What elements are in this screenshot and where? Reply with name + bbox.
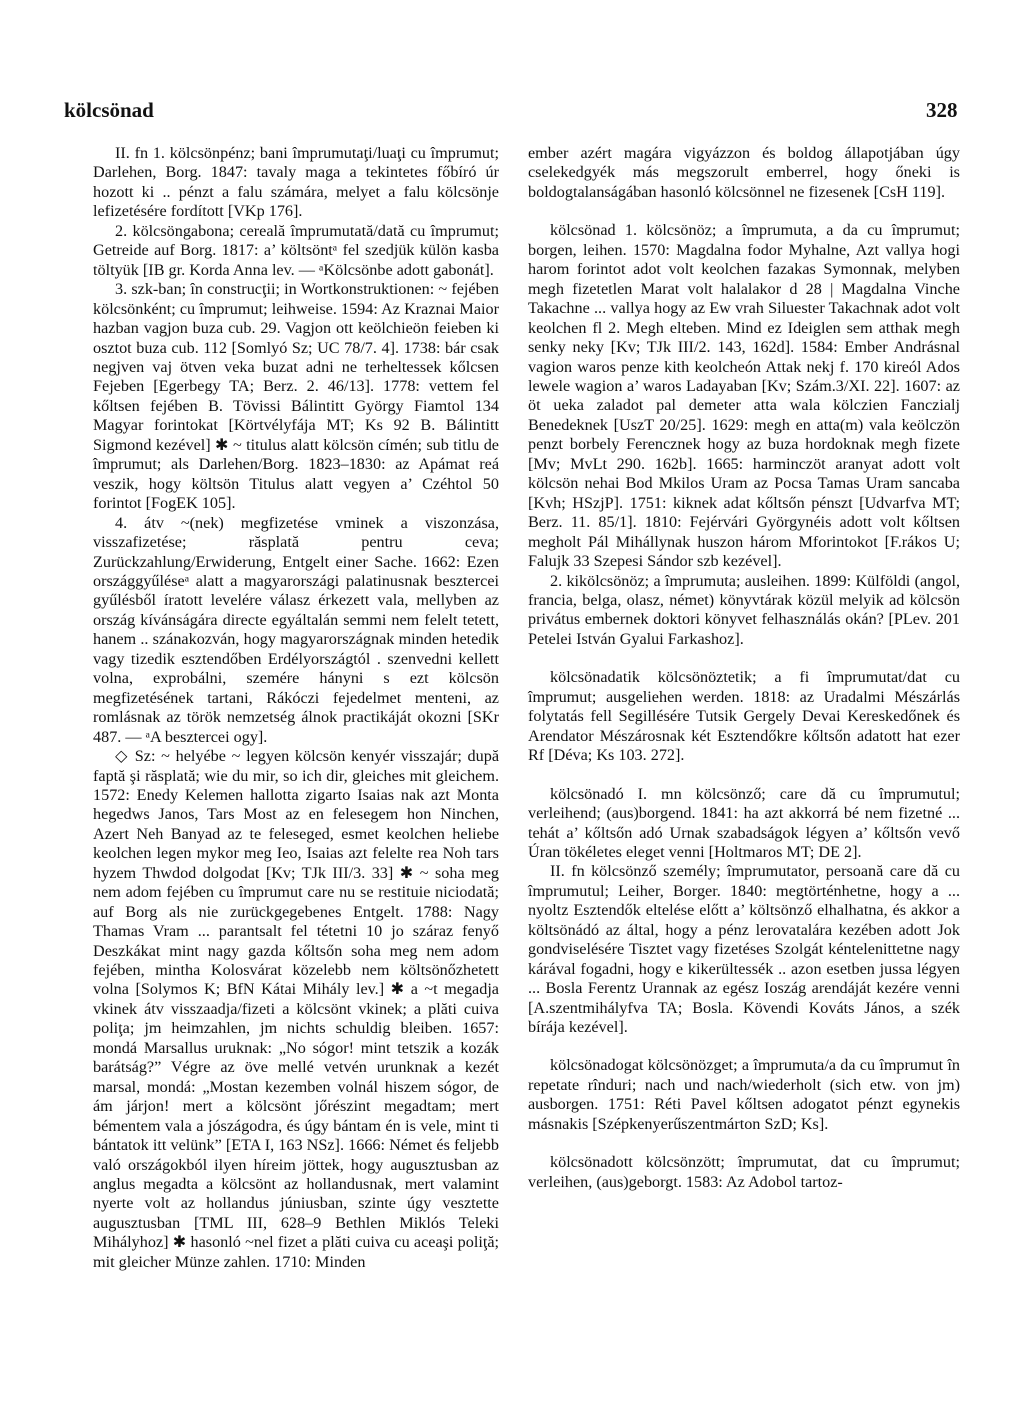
right-column — [528, 144, 960, 1192]
sense-paragraph: II. fn 1. kölcsönpénz; bani împrumutaţi/luaţi cu împrumut; Darlehen, Borg. 1847: tavaly maga a tekintetes főbíró úr hozott ki .. pénzt a falu számára, melyet a falu kölcsönje lefizetésére fordított [VKp 176]. — [93, 144, 499, 221]
entry-paragraph: kölcsönadatik kölcsönöztetik; a fi împrumutat/dat cu împrumut; ausgeliehen werden. 1818: az Uradalmi Mészárlás folytatás fell Segillésére Tutsik Gergely Devai Kereskedőnek és Arendator Mészárosnak két Esztendőkre kőltsőn adatott hat ezer Rf [Déva; Ks 103. 272]. — [528, 668, 960, 765]
sense-paragraph: 2. kölcsöngabona; cereală împrumutată/dată cu împrumut; Getreide auf Borg. 1817: a’ költsöntᵃ fel szedjük külön kasba töltyük [IB gr. Korda Anna lev. — ᵃKölcsönbe adott gabonát]. — [93, 221, 499, 279]
entry-paragraph: kölcsönadott kölcsönzött; împrumutat, dat cu împrumut; verleihen, (aus)geborgt. 1583: Az Adobol tartoz- — [528, 1153, 960, 1191]
running-head-word: kölcsönad — [64, 98, 154, 122]
sense-paragraph: ◇ Sz: ~ helyébe ~ legyen kölcsön kenyér visszajár; după faptă şi răsplată; wie du mir, so ich dir, gleiches mit gleichem. 1572: Enedy Kelemen hallotta zigarto Isaias nak azt Monta hegedws Janos, Tars Most az en felesegem hon Ninchen, Azert Neh Banyad az te feleseged, esmet keolchen heliebe keolchen legen mykor meg Ieo, Isaias azt felelte rea Noh tars hyzem Thwdod dolgodat [Kv; TJk III/3. 33] ✱ ~ soha meg nem adom fejében cu împrumut care nu se restituie niciodată; auf Borg als nie zurückgegebenes Entgelt. 1788: Nagy Thamas Vram ... parantsalt fel tétetni 10 jo száraz fenyő Deszkákat mint nagy gazda kőltsőn soha meg nem adom fejében, mintha Kolosvárat közelebb nem költsönőzhetett volna [Solymos K; BfN Kátai Mihály lev.] ✱ a ~t megadja vkinek átv visszaadja/fizeti a kölcsönt vkinek; a plăti cuiva poliţa; jm heimzahlen, jm nichts schuldig bleiben. 1657: mondá Marsallus uruknak: „No sógor! mint tetszik a kozák barátság?” Végre az öve mellé vetvén urunknak a kezét marsal, mondá: „Mostan kezemben volnál hiszem sógor, de ám járjon! mert a kölcsönt jőrészint megadtam; mert bémentem vala a jószágodra, és úgy bántam én is vele, mint ti bántatok itt velünk” [ETA I, 163 NSz]. 1666: Német és feljebb való országokból ilyen híreim jöttek, hogy augusztusban az anglus megadta a kölcsönt az hollandusnak, mert valamint nyerte volt az hollandus júniusban, szinte úgy vesztette augusztusban [TML III, 628–9 Bethlen Miklós Teleki Mihályhoz] ✱ hasonló ~nel fizet a plăti cuiva cu aceaşi poliţă; mit gleicher Münze zahlen. 1710: Minden — [93, 747, 499, 1271]
entry-paragraph: kölcsönadogat kölcsönözget; a împrumuta/a da cu împrumut în repetate rînduri; nach und nach/wiederholt (sich etw. von jm) ausborgen. 1751: Réti Pavel kőltsen adogatot pénzt egynekis másnakis [Szépkenyerűszentmárton SzD; Ks]. — [528, 1056, 960, 1133]
entry-paragraph: kölcsönadó I. mn kölcsönző; care dă cu împrumutul; verleihend; (aus)borgend. 1841: ha azt akkorrá bé nem fizetné ... tehát a’ kőltsőn adó Urnak szabadságok légyen a’ kőltsőn vevő Úran tökéletes eleget venni [Holtmaros MT; DE 2]. — [528, 784, 960, 861]
sense-paragraph: ember azért magára vigyázzon és boldog állapotjában úgy cselekedgyék más megszorult emberrel, hogy őneki is boldogtalanságában hasonló kölcsönnel ne fizesenek [CsH 119]. — [528, 144, 960, 201]
entry-paragraph: kölcsönad 1. kölcsönöz; a împrumuta, a da cu împrumut; borgen, leihen. 1570: Magdalna fodor Myhalne, Azt vallya hogi harom forintot adot volt keolchen fazakas Symonnak, melyben megh fizetetlen Marat volt halalakor d 28 | Magdalna Vinche Takachne ... vallya hogy az Ew vrah Siluester Takachnak adot volt keolchen fl 2. Megh elteben. Mind ez Ideiglen sem atthak megh senky neky [Kv; TJk III/2. 143, 162d]. 1584: Ember Andrásnal vagion waros penze kith keolcheón Attak nekj f. 170 kireól Ados lewele wagion a’ waros Ladayaban [Kv; Szám.3/XI. 22]. 1607: az öt ueka zaladot pal demeter atta wala kölczien Fanczialj Benedeknek [UszT 20/25]. 1629: megh en atta(m) vala keölczön penzt borbely Ferencznek hogy az buza hordoknak megh fizete [Mv; MvLt 290. 162b]. 1665: harminczöt aranyat adott volt kölcsön nehai Bod Mkilos Uram az Pocsa Tamas Uram sancaba [Kvh; HSzjP]. 1751: kiknek adat kőltsőn pénszt [Udvarfva MT; Berz. 11. 85/1]. 1810: Fejérvári Györgynéis adott volt kőltsen megholt Pál Mihállynak huszon három Mforintokot [F.rákos U; Falujk 33 Szepesi Sándor szb kezével]. — [528, 221, 960, 571]
left-column — [93, 144, 499, 1272]
page-number: 328 — [926, 98, 958, 122]
sense-paragraph: 3. szk-ban; în construcţii; in Wortkonstruktionen: ~ fejében kölcsönként; cu împrumut; leihweise. 1594: Az Kraznai Maior hazban vagjon buza cub. 29. Vagjon ott keölchieön feieben ki osztot buza cub. 112 [Somlyó Sz; UC 78/7. 4]. 1738: bár csak negjven vaj ötven veka buzat adni ne terheltessek kőlcsen Fejeben [Egerbegy TA; Berz. 2. 46/13]. 1778: vettem fel kőltsen fejében B. Tövissi Bálintitt György Fiamtol 134 Magyar forintokat [Körtvélyfája MT; Ks 92 B. Bálintitt Sigmond kezével] ✱ ~ titulus alatt kölcsön címén; sub titlu de împrumut; als Darlehen/Borg. 1823–1830: az Apámat reá veszik, hogy költsön Titulus alatt vegyen a’ Czéhtol 50 forintot [FogEK 105]. — [93, 280, 499, 513]
sense-paragraph: 2. kikölcsönöz; a împrumuta; ausleihen. 1899: Külföldi (angol, francia, belga, olasz, német) könyvtárak közül melyik ad kölcsön privátus embernek doktori könyvet felhasználás okán? [PLev. 201 Petelei István Gyalui Farkashoz]. — [528, 571, 960, 648]
sense-paragraph: 4. átv ~(nek) megfizetése vminek a viszonzása, visszafizetése; răsplată pentru ceva; Zurückzahlung/Erwiderung, Entgelt einer Sache. 1662: Ezen országgyűléseᵃ alatt a magyarországi palatinusnak besztercei gyűlésből íratott levelére válasz érkezett vala, mellyben az ország kívánságára directe egyáltalán semmi nem felelt tetett, hanem .. szánakozván, hogy magyarországnak minden hetedik vagy tizedik esztendőben Erdélyországtól . szenvedni kellett volna, exprobálni, szemére hányni s ezt kölcsön megfizetésének tartani, Rákóczi fejedelmet menteni, az romlásnak az török nemzetség álnok practikáját okozni [SKr 487. — ᵃA besztercei ogy]. — [93, 513, 499, 746]
sense-paragraph: II. fn kölcsönző személy; împrumutator, persoană care dă cu împrumutul; Leiher, Borger. 1840: megtörténhetne, hogy a ... nyoltz Esztendők eltelése előtt a’ költsönző elhalhatna, és akkor a költsönádó az által, hogy a pénz lerovatalára kezében adott Jok gondviselésére Tisztet vagy fizetéses Szolgát kéntelenittetne nagy kárával fogadni, hogy e kikerültessék .. azon esetben jussa légyen ... Bosla Ferentz Urannak az egész Ioszág arendáját kezére venni [A.szentmihályfva TA; Bosla. Kövendi Kováts János, a szék bírája kezével]. — [528, 862, 960, 1037]
